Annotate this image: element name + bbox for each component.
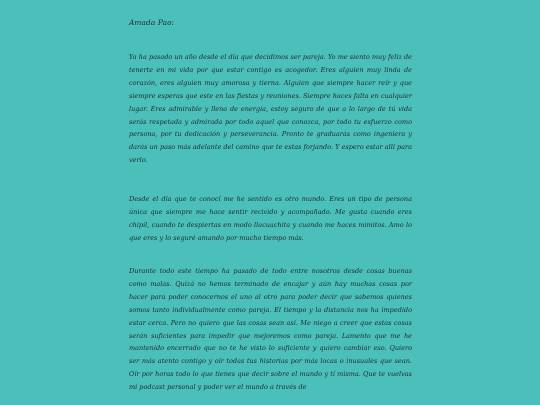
letter-paragraph-3: Durante todo este tiempo ha pasado de todo entre nosotros desde cosas buenas como malas. Quizá no hemos terminado de encajar y aún hay muchas cosas por hacer para poder conocernos el uno al otro para poder decir que sabemos quienes somos tanto individualmente como pareja. El tiempo y la distancia nos ha impedido estar cerca. Pero no quiero que las cosas sean así. Me niego a creer que estas cosas serán suficientes para impedir que mejoremos como pareja. Lamento que me he mantenido encerrado que no te he visto lo suficiente y quiero cambiar eso. Quiero ser más atento contigo y oír todas tus historias por más locas o inusuales que sean. Oír por horas todo lo que tienes que decir sobre el mundo y tí misma. Que te vuelvas mi podcast personal y poder ver el mundo a través de [129,267,412,392]
letter-salutation: Amada Pao: [129,18,175,27]
letter-paragraph-1: Ya ha pasado un año desde el día que decidimos ser pareja. Yo me siento muy feliz de tenerte en mi vida por que estar contigo es acogedor. Eres alguien muy linda de corazón, eres alguien muy amorosa y tierna. Alguien que siempre hacer reír y que siempre esperas que este en las fiestas y reuniones. Siempre haces falta en cualquier lugar. Eres admirable y llena de energía, estoy seguro de que a lo largo de tú vida serás respetada y admirada por todo aquel que conozca, por todo tu esfuerzo como persona, por tu dedicación y perseverancia. Pronto te graduarás como ingeniera y darás un paso más adelante del camino que te estas forjando. Y espero estar allí para verlo. [129,53,412,165]
letter-paragraph-2: Desde el día que te conocí me he sentido es otro mundo. Eres un tipo de persona única que siempre me hace sentir recivido y acompañado. Me gusta cuando eres chipil, cuando te despiertas en modo llacuachita y cuando me haces mimitos. Amo lo que eres y lo seguré amando por mucho tiempo más. [129,195,412,242]
